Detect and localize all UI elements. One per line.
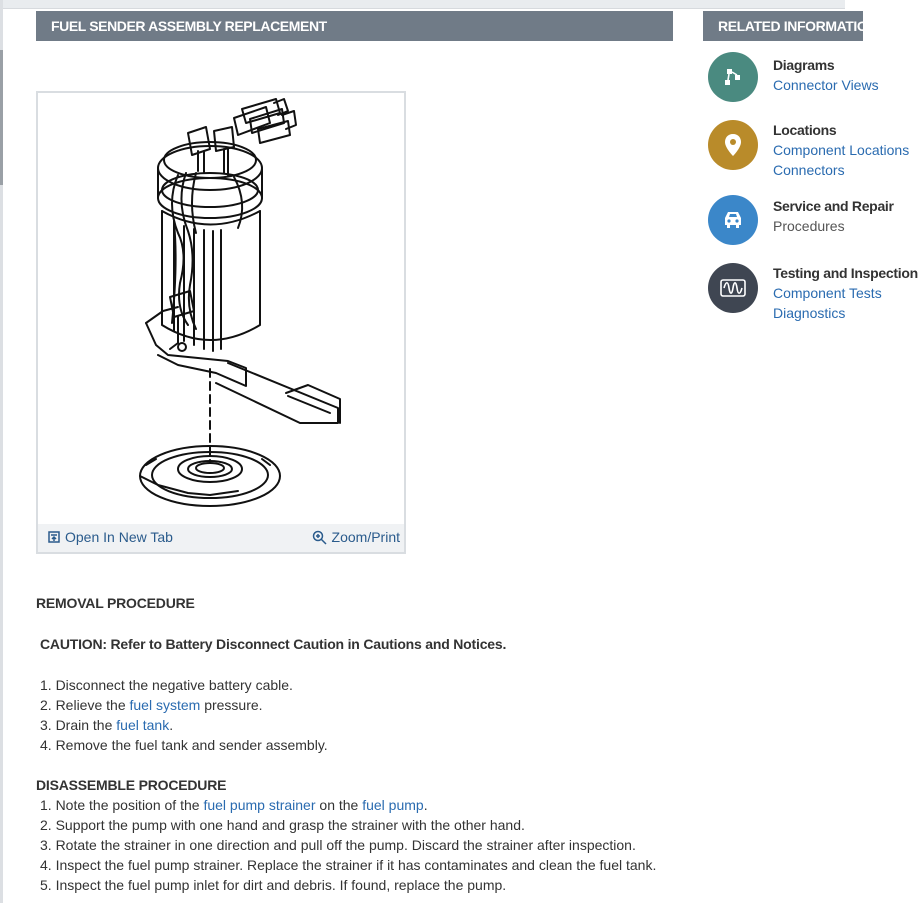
related-icon-circle[interactable]	[708, 52, 758, 102]
related-icon-circle[interactable]	[708, 263, 758, 313]
fuel-sender-diagram[interactable]	[38, 93, 404, 524]
fuel-pump-link[interactable]: fuel pump	[362, 797, 424, 813]
zoom-print-link[interactable]	[312, 529, 400, 545]
related-text-procedures: Procedures	[773, 218, 845, 234]
caution-note: CAUTION: Refer to Battery Disconnect Caution in Cautions and Notices.	[40, 636, 507, 652]
fuel-pump-strainer-link[interactable]: fuel pump strainer	[203, 797, 316, 813]
related-link-connectors[interactable]: Connectors	[773, 162, 845, 178]
removal-heading: REMOVAL PROCEDURE	[36, 595, 195, 611]
removal-step: 4. Remove the fuel tank and sender assembly.	[40, 737, 328, 753]
disassemble-heading: DISASSEMBLE PROCEDURE	[36, 777, 227, 793]
related-title: Testing and Inspection	[773, 265, 918, 281]
disassemble-steps	[36, 795, 656, 895]
related-text	[773, 55, 879, 95]
related-title: Diagrams	[773, 57, 835, 73]
related-link-component-tests[interactable]: Component Tests	[773, 285, 882, 301]
related-icon-circle[interactable]	[708, 195, 758, 245]
disassemble-step: 4. Inspect the fuel pump strainer. Replace the strainer if it has contaminates and clean the fuel tank.	[40, 857, 657, 873]
related-icon-circle[interactable]	[708, 120, 758, 170]
location-pin-icon	[723, 133, 743, 157]
related-title: Service and Repair	[773, 198, 894, 214]
open-new-tab-icon	[48, 531, 60, 543]
procedure-content	[36, 593, 656, 895]
testing-waveform-icon	[720, 279, 746, 297]
diagram-icon	[721, 65, 745, 89]
related-text	[773, 120, 909, 180]
left-scroll-rail	[0, 0, 3, 903]
disassemble-step: 2. Support the pump with one hand and grasp the strainer with the other hand.	[40, 817, 525, 833]
fuel-tank-link[interactable]: fuel tank	[116, 717, 170, 733]
figure-toolbar	[38, 524, 404, 552]
related-link-diagnostics[interactable]: Diagnostics	[773, 305, 846, 321]
top-edge	[0, 0, 845, 9]
removal-steps	[36, 675, 656, 755]
zoom-in-icon	[312, 530, 327, 545]
related-text	[773, 196, 894, 236]
disassemble-step: 5. Inspect the fuel pump inlet for dirt and debris. If found, replace the pump.	[40, 877, 507, 893]
service-icon	[720, 208, 746, 232]
open-in-new-tab-label: Open In New Tab	[65, 529, 173, 545]
removal-step: 3. Drain the fuel tank.	[40, 717, 174, 733]
open-in-new-tab-link[interactable]	[48, 529, 173, 545]
removal-step: 1. Disconnect the negative battery cable.	[40, 677, 293, 693]
removal-step: 2. Relieve the fuel system pressure.	[40, 697, 263, 713]
related-title: Locations	[773, 122, 837, 138]
fuel-system-link[interactable]: fuel system	[129, 697, 201, 713]
disassemble-step: 3. Rotate the strainer in one direction and pull off the pump. Discard the strainer after inspection.	[40, 837, 636, 853]
figure-panel	[36, 91, 406, 554]
related-information-title: RELATED INFORMATION	[703, 11, 863, 41]
left-scroll-thumb[interactable]	[0, 50, 3, 185]
zoom-print-label: Zoom/Print	[331, 529, 400, 545]
related-link-component-locations[interactable]: Component Locations	[773, 142, 910, 158]
related-text	[773, 263, 918, 323]
disassemble-step: 1. Note the position of the fuel pump strainer on the fuel pump.	[40, 797, 428, 813]
related-link-connector-views[interactable]: Connector Views	[773, 77, 879, 93]
page-title: FUEL SENDER ASSEMBLY REPLACEMENT	[36, 11, 673, 41]
